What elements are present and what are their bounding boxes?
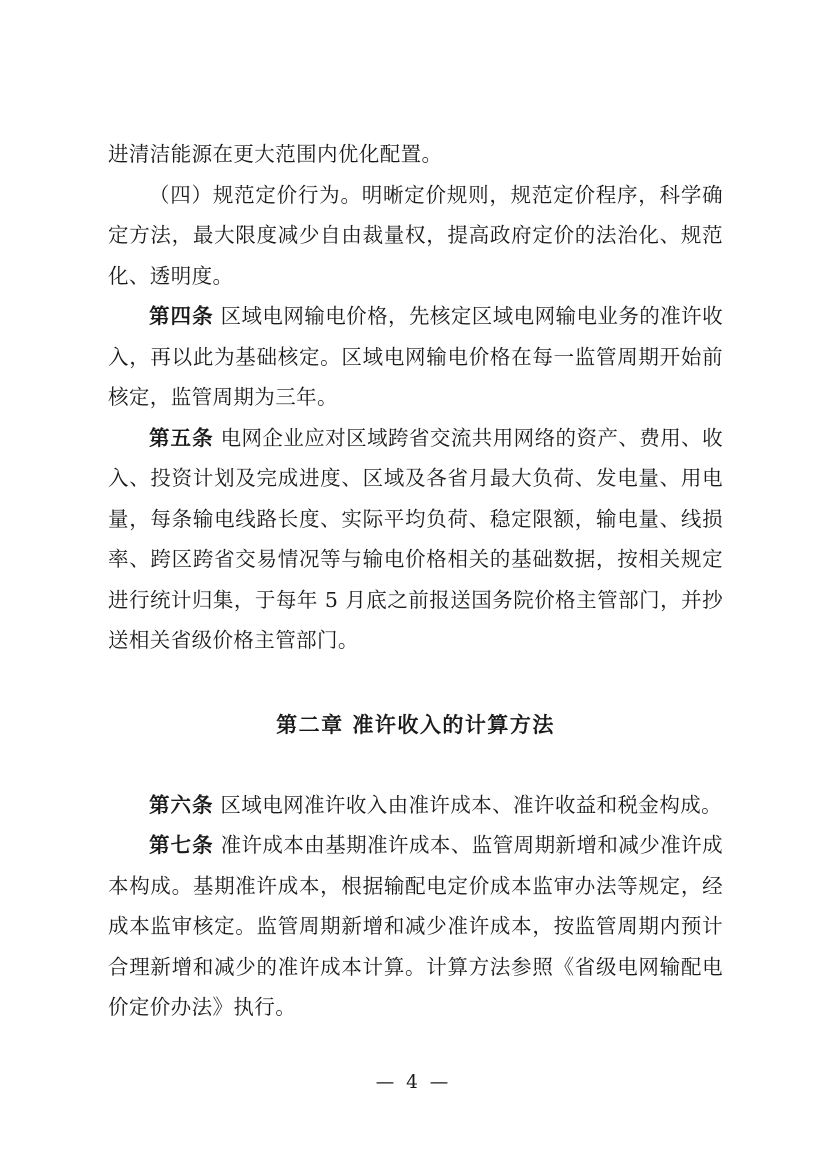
paragraph-text: 进清洁能源在更大范围内优化配置。 [108, 142, 443, 166]
paragraph-text: （四）规范定价行为。明晰定价规则，规范定价程序，科学确定方法，最大限度减少自由裁量权，提高政府定价的法治化、规范化、透明度。 [108, 182, 723, 288]
article-label: 第四条 [149, 304, 214, 328]
chapter-heading: 第二章 准许收入的计算方法 [276, 711, 555, 737]
paragraph-text: 电网企业应对区域跨省交流共用网络的资产、费用、收入、投资计划及完成进度、区域及各省月最大负荷、发电量、用电量，每条输电线路长度、实际平均负荷、稳定限额，输电量、线损率、跨区跨省交易情况等与输电价格相关的基础数据，按相关规定进行统计归集，于每年 5 月底之前报送国务院价格主管部门，并抄送相关省级价格主管部门。 [108, 425, 723, 652]
paragraph-item-4 [108, 175, 723, 297]
paragraph-article-7 [108, 825, 723, 1028]
page-number-footer: — 4 — [375, 1072, 452, 1093]
paragraph-text: 准许成本由基期准许成本、监管周期新增和减少准许成本构成。基期准许成本，根据输配电定价成本监审办法等规定，经成本监审核定。监管周期新增和减少准许成本，按监管周期内预计合理新增和减少的准许成本计算。计算方法参照《省级电网输配电价定价办法》执行。 [108, 833, 723, 1019]
paragraph-text: 区域电网输电价格，先核定区域电网输电业务的准许收入，再以此为基础核定。区域电网输电价格在每一监管周期开始前核定，监管周期为三年。 [108, 304, 723, 409]
paragraph-article-5 [108, 418, 723, 661]
article-label: 第七条 [149, 833, 214, 857]
paragraph-text: 区域电网准许收入由准许成本、准许收益和税金构成。 [220, 792, 723, 817]
document-body [108, 134, 723, 1028]
article-label: 第五条 [149, 425, 214, 450]
paragraph-article-6 [108, 785, 723, 826]
article-label: 第六条 [149, 792, 214, 817]
paragraph-article-4 [108, 296, 723, 418]
paragraph-continued [108, 134, 723, 175]
